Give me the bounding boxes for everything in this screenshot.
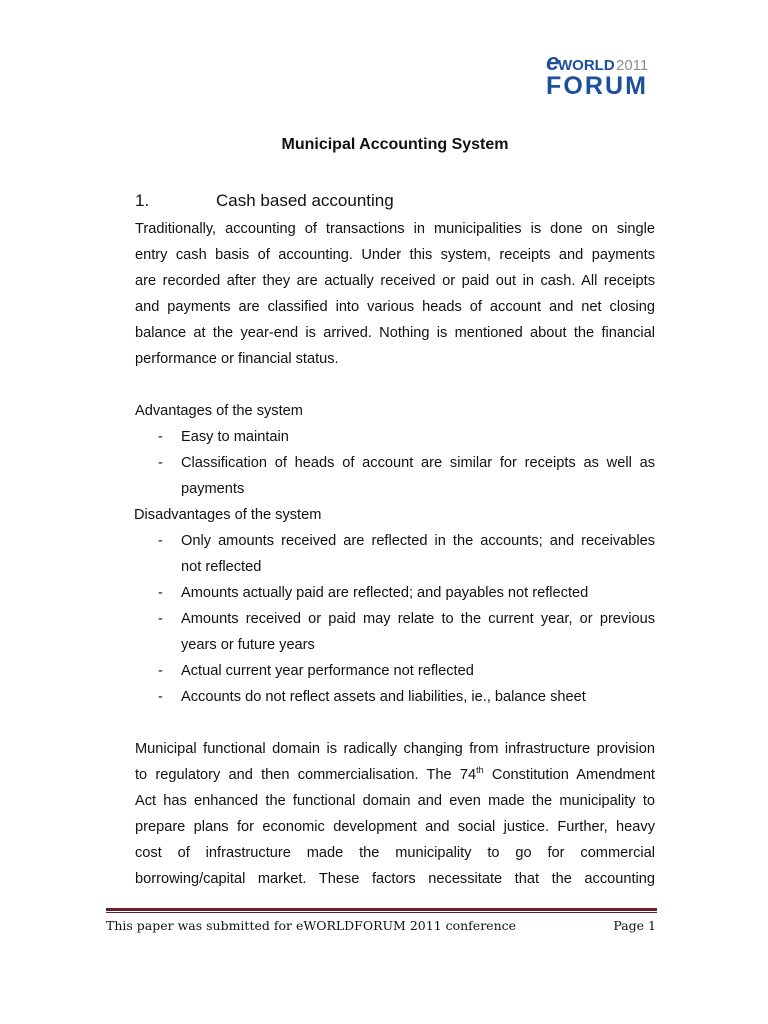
svg-text:FORUM: FORUM — [546, 72, 646, 98]
eworld-forum-logo — [544, 48, 654, 98]
superscript: th — [476, 765, 484, 776]
section-heading: Cash based accounting — [216, 191, 394, 210]
bullet-dash: - — [158, 611, 163, 627]
footer-rule-thin — [106, 912, 657, 913]
list-item-continued: not reflected — [181, 559, 262, 575]
svg-text:2011: 2011 — [616, 57, 649, 74]
list-item: Accounts do not reflect assets and liabilities, ie., balance sheet — [181, 689, 586, 705]
text-line: cost of infrastructure made the municipality to go for commercial — [135, 845, 655, 861]
text-line: Act has enhanced the functional domain and even made the municipality to — [135, 793, 655, 809]
bullet-dash: - — [158, 663, 163, 679]
list-item-continued: years or future years — [181, 637, 315, 653]
text-line: performance or financial status. — [135, 351, 339, 367]
disadvantages-heading: Disadvantages of the system — [134, 507, 322, 523]
list-item: Only amounts received are reflected in the accounts; and receivables — [181, 533, 655, 549]
text-line: are recorded after they are actually received or paid out in cash. All receipts — [135, 273, 655, 289]
text-span: to regulatory and then commercialisation. The 74 — [135, 767, 477, 783]
bullet-dash: - — [158, 455, 163, 471]
text-span: Constitution Amendment — [483, 767, 655, 783]
page-number: Page 1 — [613, 918, 656, 933]
advantages-heading: Advantages of the system — [135, 403, 303, 419]
list-item-continued: payments — [181, 481, 245, 497]
text-line: and payments are classified into various heads of account and net closing — [135, 299, 655, 315]
page-title: Municipal Accounting System — [281, 136, 509, 153]
bullet-dash: - — [158, 533, 163, 549]
list-item: Classification of heads of account are similar for receipts as well as — [181, 455, 655, 471]
bullet-dash: - — [158, 429, 163, 445]
svg-text:WORLD: WORLD — [558, 57, 615, 74]
text-line: balance at the year-end is arrived. Nothing is mentioned about the financial — [135, 325, 655, 341]
list-item: Amounts actually paid are reflected; and payables not reflected — [181, 585, 589, 601]
text-line: Traditionally, accounting of transactions in municipalities is done on single — [135, 221, 655, 237]
bullet-dash: - — [158, 585, 163, 601]
bullet-dash: - — [158, 689, 163, 705]
text-line: entry cash basis of accounting. Under this system, receipts and payments — [135, 247, 655, 263]
list-item: Amounts received or paid may relate to the current year, or previous — [181, 611, 655, 627]
text-line: Municipal functional domain is radically changing from infrastructure provision — [135, 741, 655, 757]
svg-text:e: e — [546, 49, 560, 76]
text-line: prepare plans for economic development and social justice. Further, heavy — [135, 819, 655, 835]
text-line — [135, 766, 655, 784]
list-item: Easy to maintain — [181, 429, 289, 445]
text-line: borrowing/capital market. These factors necessitate that the accounting — [135, 871, 655, 887]
footer-rule — [106, 908, 657, 911]
list-item: Actual current year performance not reflected — [181, 663, 474, 679]
footer-text: This paper was submitted for eWORLDFORUM 2011 conference — [106, 918, 517, 933]
section-number: 1. — [135, 191, 150, 210]
